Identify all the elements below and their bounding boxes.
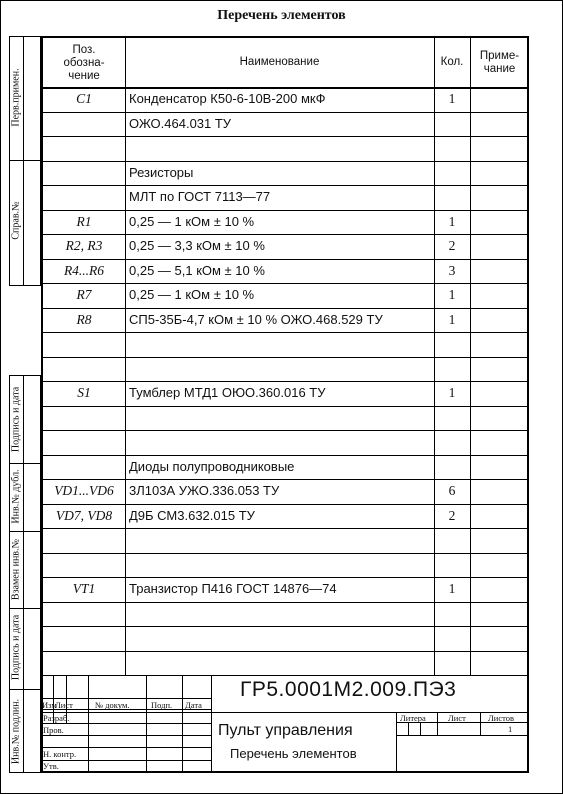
side-label-sprav: Справ.№ [10, 201, 22, 240]
row-separator [41, 357, 529, 358]
row-name: Транзистор П416 ГОСТ 14876—74 [129, 581, 337, 596]
stamp-role-utv: Утв. [43, 761, 59, 771]
page-title: Перечень элементов [217, 8, 346, 23]
row-separator [41, 210, 529, 211]
row-separator [41, 430, 529, 431]
side-label-inv-dubl: Инв.№ дубл. [10, 469, 22, 524]
row-separator [41, 577, 529, 578]
row-separator [41, 528, 529, 529]
header-pos-line3: чение [68, 70, 100, 82]
row-separator [41, 185, 529, 186]
row-name: 0,25 — 5,1 кОм ± 10 % [129, 262, 265, 278]
row-separator [41, 602, 529, 603]
row-separator [41, 406, 529, 407]
product-name: Пульт управления [218, 722, 353, 739]
row-separator [41, 332, 529, 333]
row-position: VT1 [72, 581, 96, 596]
header-pos-line1: Поз. [72, 44, 96, 56]
side-label-vzamen: Взамен инв.№ [10, 538, 22, 601]
row-name: Диоды полупроводниковые [129, 458, 295, 474]
header-note-line2: чание [483, 63, 516, 75]
row-separator [41, 626, 529, 627]
row-name: Тумблер МТД1 ОЮО.360.016 ТУ [129, 385, 326, 400]
stamp-role-razrab: Разраб. [43, 713, 70, 723]
header-separator [41, 87, 529, 89]
row-name: 0,25 — 3,3 кОм ± 10 % [129, 238, 265, 253]
row-separator [41, 651, 529, 652]
header-pos-line2: обозна- [63, 57, 105, 69]
row-quantity: 1 [448, 213, 456, 229]
row-quantity: 1 [448, 311, 456, 327]
column-divider [125, 36, 126, 675]
stamp-listov-value: 1 [508, 724, 513, 734]
row-name: МЛТ по ГОСТ 7113—77 [129, 189, 271, 204]
row-separator [41, 553, 529, 554]
row-quantity: 1 [448, 385, 456, 400]
row-quantity: 6 [448, 483, 456, 498]
stamp-listov-label: Листов [488, 713, 514, 723]
stamp-role-nkontr: Н. контр. [43, 749, 77, 759]
row-separator [41, 381, 529, 382]
side-label-perv-primen: Перв.примен. [10, 68, 22, 127]
row-quantity: 1 [448, 581, 456, 596]
stamp-col-doc: № докум. [95, 700, 130, 710]
row-separator [41, 283, 529, 284]
row-position: S1 [77, 385, 91, 400]
row-quantity: 1 [448, 287, 456, 302]
side-strip-bottom [9, 375, 41, 773]
row-quantity: 1 [448, 91, 456, 106]
row-name: ОЖО.464.031 ТУ [129, 115, 232, 131]
row-name: Д9Б СМ3.632.015 ТУ [129, 507, 255, 523]
element-list-frame [41, 36, 529, 773]
document-type: Перечень элементов [230, 746, 357, 761]
side-label-inv-podl: Инв.№ подлин. [10, 698, 22, 765]
row-separator [41, 455, 529, 456]
row-separator [41, 308, 529, 309]
row-name: СП5-35Б-4,7 кОм ± 10 % ОЖО.468.529 ТУ [129, 311, 383, 327]
row-position: R8 [76, 311, 92, 327]
row-separator [41, 161, 529, 162]
row-name: 3Л103А УЖО.336.053 ТУ [129, 483, 280, 498]
row-position: VD1...VD6 [54, 483, 114, 498]
stamp-col-data: Дата [185, 700, 202, 710]
side-label-podpis-1: Подпись и дата [10, 386, 22, 453]
row-separator [41, 259, 529, 260]
stamp-litera-label: Литера [400, 713, 426, 723]
row-position: R2, R3 [65, 238, 103, 253]
row-name: Конденсатор К50-6-10В-200 мкФ [129, 91, 326, 106]
row-position: R1 [76, 213, 92, 229]
row-name: 0,25 — 1 кОм ± 10 % [129, 287, 255, 302]
header-qty: Кол. [440, 56, 464, 68]
side-strip-top [9, 36, 41, 286]
stamp-col-podp: Подп. [151, 700, 173, 710]
row-separator [41, 136, 529, 137]
stamp-col-izm: Изм [42, 700, 57, 710]
row-position: C1 [76, 91, 92, 106]
row-quantity: 2 [448, 507, 456, 523]
document-designation: ГР5.0001М2.009.ПЭ3 [240, 678, 457, 701]
row-separator [41, 234, 529, 235]
row-position: VD7, VD8 [55, 507, 113, 523]
row-separator [41, 479, 529, 480]
stamp-col-list: Лист [55, 700, 73, 710]
column-divider [470, 36, 471, 675]
row-position: R4...R6 [63, 262, 105, 278]
header-name: Наименование [239, 56, 320, 68]
row-quantity: 3 [448, 262, 456, 278]
row-position: R7 [76, 287, 92, 302]
stamp-role-prov: Пров. [43, 725, 64, 735]
header-note-line1: Приме- [479, 50, 520, 62]
side-label-podpis-2: Подпись и дата [10, 614, 22, 681]
row-separator [41, 504, 529, 505]
row-separator [41, 112, 529, 113]
row-name: 0,25 — 1 кОм ± 10 % [129, 213, 255, 229]
row-quantity: 2 [448, 238, 456, 253]
stamp-list-label: Лист [448, 713, 466, 723]
row-name: Резисторы [129, 164, 194, 180]
